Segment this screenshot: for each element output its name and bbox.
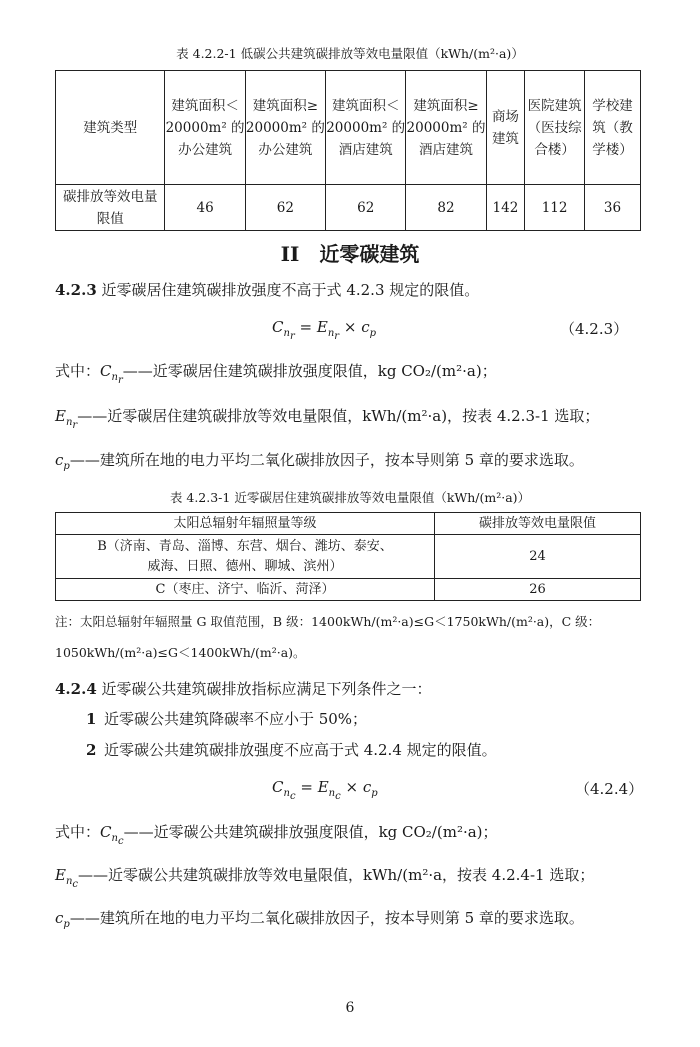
formula-4-2-3: $C_{n_r} = E_{n_r} \times c_p$ bbox=[272, 318, 376, 342]
table-4-2-2-1 bbox=[55, 70, 641, 231]
table-row bbox=[56, 579, 641, 601]
col-office-small: 建筑面积＜ 20000m² 的 办公建筑 bbox=[165, 71, 245, 185]
definition-c-nc: 式中：$C_{n_c}——$近零碳公共建筑碳排放强度限值，kg CO₂/(m²·a)； bbox=[55, 823, 498, 847]
clause-text: 近零碳居住建筑碳排放强度不高于式 4.2.3 规定的限值。 bbox=[101, 281, 480, 299]
formula-label: （4.2.4） bbox=[575, 780, 644, 798]
table-row bbox=[56, 185, 641, 231]
col-hotel-small: 建筑面积＜ 20000m² 的 酒店建筑 bbox=[326, 71, 406, 185]
header-limit: 碳排放等效电量限值 bbox=[435, 513, 641, 535]
table-cell: 82 bbox=[406, 185, 486, 231]
section-heading: II 近零碳建筑 bbox=[280, 242, 420, 266]
table-note-line-1: 注：太阳总辐射年辐照量 G 取值范围，B 级：1400kWh/(m²·a)≤G＜1750kWh/(m²·a)，C 级： bbox=[55, 614, 601, 629]
table-note-line-2: 1050kWh/(m²·a)≤G＜1400kWh/(m²·a)。 bbox=[55, 645, 306, 660]
table-cell: 112 bbox=[525, 185, 585, 231]
col-hotel-large: 建筑面积≥ 20000m² 的 酒店建筑 bbox=[406, 71, 486, 185]
header-level: 太阳总辐射年辐照量等级 bbox=[56, 513, 435, 535]
definition-c-nr: 式中：$C_{n_r}——$近零碳居住建筑碳排放强度限值，kg CO₂/(m²·a)； bbox=[55, 362, 497, 386]
page-number: 6 bbox=[345, 1000, 355, 1016]
table-cell: C（枣庄、济宁、临沂、菏泽） bbox=[56, 579, 435, 601]
formula-4-2-4: $C_{n_c} = E_{n_c} \times c_p$ bbox=[272, 778, 378, 802]
table-cell: 142 bbox=[486, 185, 525, 231]
clause-number: 4.2.4 bbox=[55, 680, 97, 698]
clause-4-2-3 bbox=[55, 279, 479, 300]
table-4-2-3-1-caption: 表 4.2.3-1 近零碳居住建筑碳排放等效电量限值（kWh/(m²·a)） bbox=[169, 490, 531, 505]
table-cell: 46 bbox=[165, 185, 245, 231]
clause-text: 近零碳公共建筑碳排放指标应满足下列条件之一： bbox=[101, 680, 432, 698]
header-row-label: 建筑类型 bbox=[56, 71, 165, 185]
table-cell: 24 bbox=[435, 535, 641, 579]
table-cell: B（济南、青岛、淄博、东营、烟台、潍坊、泰安、 威海、日照、德州、聊城、滨州） bbox=[56, 535, 435, 579]
table-row bbox=[56, 535, 641, 579]
definition-cp: $c_p——$建筑所在地的电力平均二氧化碳排放因子，按本导则第 5 章的要求选取。 bbox=[55, 451, 584, 472]
value-row-label: 碳排放等效电量 限值 bbox=[56, 185, 165, 231]
table-cell: 62 bbox=[326, 185, 406, 231]
table-cell: 26 bbox=[435, 579, 641, 601]
table-4-2-3-1 bbox=[55, 512, 641, 601]
table-4-2-2-1-caption: 表 4.2.2-1 低碳公共建筑碳排放等效电量限值（kWh/(m²·a)） bbox=[176, 46, 524, 61]
col-hospital: 医院建筑 （医技综 合楼） bbox=[525, 71, 585, 185]
col-office-large: 建筑面积≥ 20000m² 的 办公建筑 bbox=[245, 71, 325, 185]
definition-e-nr: $E_{n_r}——$近零碳居住建筑碳排放等效电量限值，kWh/(m²·a)，按表 4.2.3-1 选取； bbox=[55, 407, 600, 431]
definition-cp: $c_p——$建筑所在地的电力平均二氧化碳排放因子，按本导则第 5 章的要求选取。 bbox=[55, 909, 584, 930]
definition-e-nc: $E_{n_c}——$近零碳公共建筑碳排放等效电量限值，kWh/(m²·a，按表 4.2.4-1 选取； bbox=[55, 866, 595, 890]
table-cell: 36 bbox=[585, 185, 641, 231]
clause-4-2-4 bbox=[55, 678, 432, 699]
clause-number: 4.2.3 bbox=[55, 281, 97, 299]
formula-label: （4.2.3） bbox=[560, 320, 629, 338]
clause-item-2: 2 近零碳公共建筑碳排放强度不应高于式 4.2.4 规定的限值。 bbox=[86, 741, 497, 759]
table-header-row bbox=[56, 513, 641, 535]
col-school: 学校建 筑（教 学楼） bbox=[585, 71, 641, 185]
col-mall: 商场 建筑 bbox=[486, 71, 525, 185]
clause-item-1: 1 近零碳公共建筑降碳率不应小于 50%； bbox=[86, 710, 368, 728]
table-header-row bbox=[56, 71, 641, 185]
table-cell: 62 bbox=[245, 185, 325, 231]
